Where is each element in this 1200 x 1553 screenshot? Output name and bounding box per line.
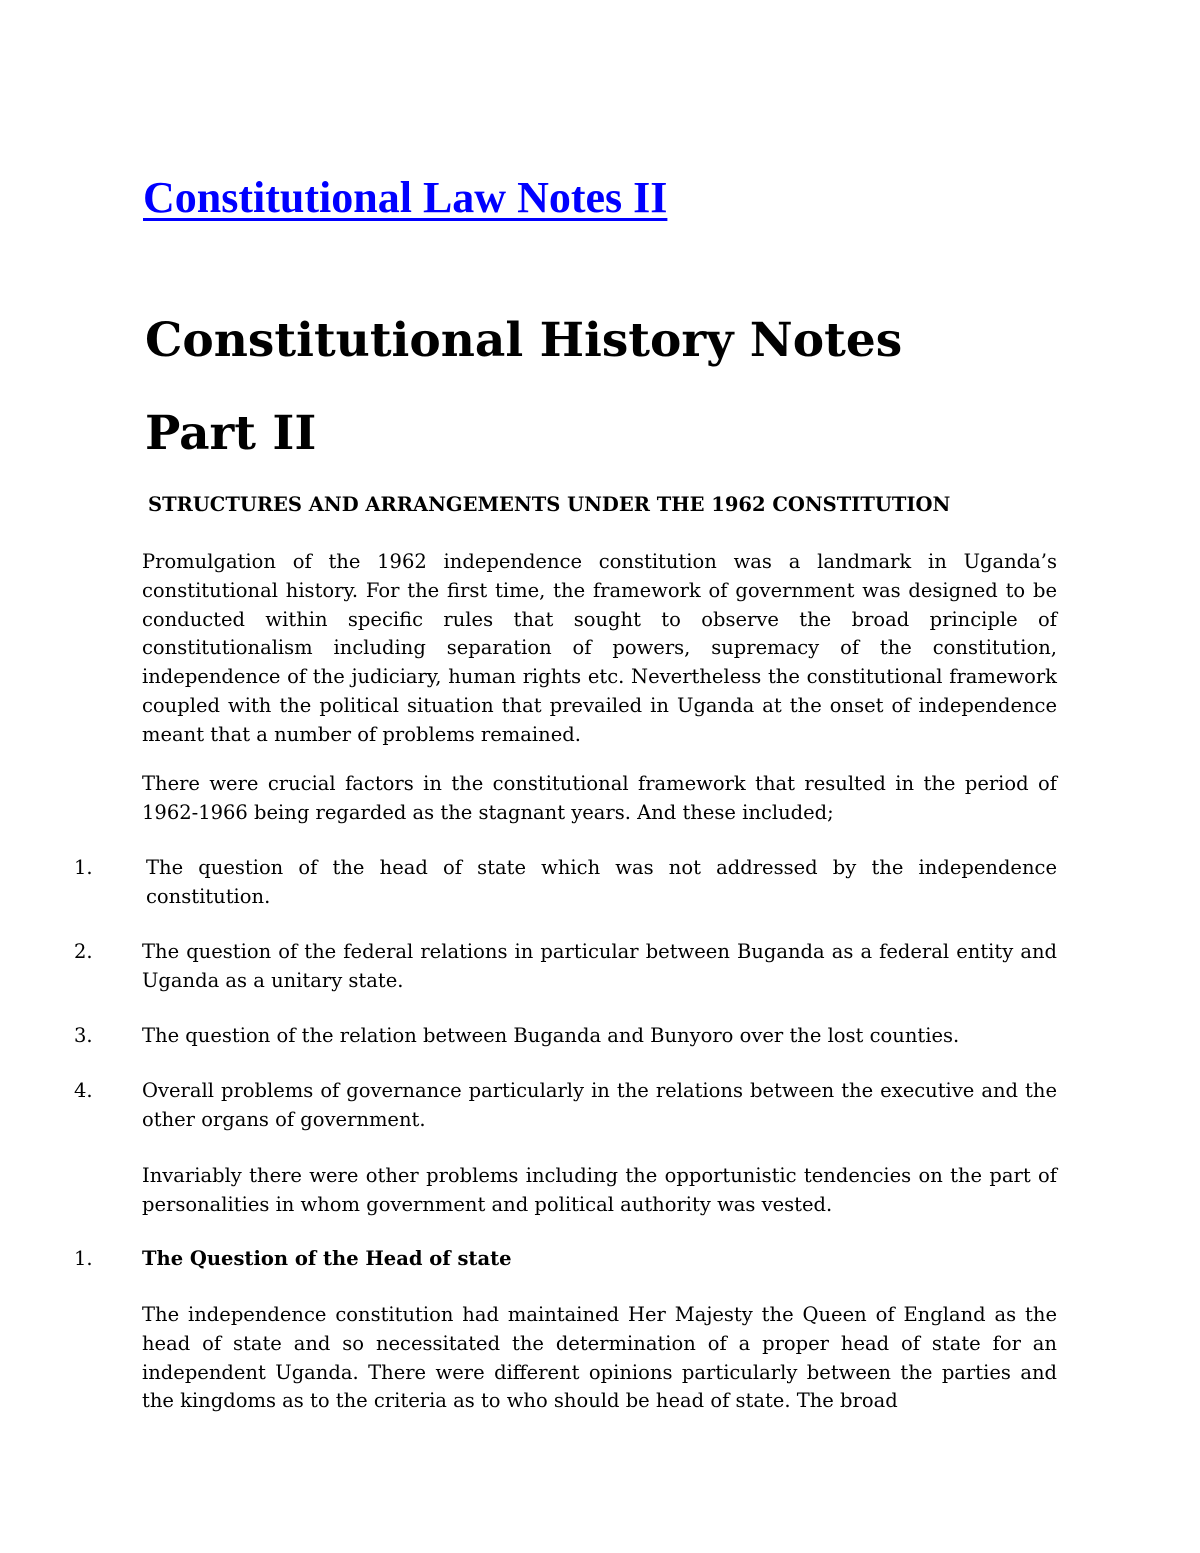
part-heading: Part II	[145, 406, 317, 461]
list-text: The question of the relation between Buganda and Bunyoro over the lost counties.	[142, 1024, 960, 1047]
subsection-number: 1.	[74, 1247, 93, 1270]
list-number: 4.	[74, 1079, 93, 1102]
subsection-heading	[74, 1245, 1057, 1274]
list-number: 2.	[74, 940, 93, 963]
list-item	[74, 1077, 1057, 1135]
list-text: Overall problems of governance particularly in the relations between the executive and the other organs of government.	[142, 1079, 1057, 1131]
subsection-title: The Question of the Head of state	[142, 1247, 512, 1270]
main-heading: Constitutional History Notes	[145, 313, 903, 368]
list-item	[74, 938, 1057, 996]
list-text: The question of the head of state which was not addressed by the independence constitution.	[146, 856, 1057, 908]
list-item	[74, 1022, 1057, 1051]
paragraph-intro: Promulgation of the 1962 independence constitution was a landmark in Uganda’s constitutional history. For the first time, the framework of government was designed to be conducted within specific rules that sought to observe the broad principle of constitutionalism including separation of powers, supremacy of the constitution, independence of the judiciary, human rights etc. Nevertheless the constitutional framework coupled with the political situation that prevailed in Uganda at the onset of independence meant that a number of problems remained.	[142, 550, 1057, 746]
paragraph-head-of-state: The independence constitution had maintained Her Majesty the Queen of England as the head of state and so necessitated the determination of a proper head of state for an independent Uganda. There were different opinions particularly between the parties and the kingdoms as to the criteria as to who should be head of state. The broad	[142, 1303, 1057, 1413]
section-heading: STRUCTURES AND ARRANGEMENTS UNDER THE 1962 CONSTITUTION	[148, 493, 951, 516]
document-title-link[interactable]: Constitutional Law Notes II	[143, 173, 668, 222]
list-number: 1.	[74, 856, 93, 879]
paragraph-factors-intro: There were crucial factors in the constitutional framework that resulted in the period of 1962-1966 being regarded as the stagnant years. And these included;	[142, 772, 1057, 824]
paragraph-other-problems: Invariably there were other problems including the opportunistic tendencies on the part of personalities in whom government and political authority was vested.	[142, 1164, 1057, 1216]
list-item	[74, 854, 1057, 912]
list-text: The question of the federal relations in particular between Buganda as a federal entity and Uganda as a unitary state.	[142, 940, 1057, 992]
list-number: 3.	[74, 1024, 93, 1047]
